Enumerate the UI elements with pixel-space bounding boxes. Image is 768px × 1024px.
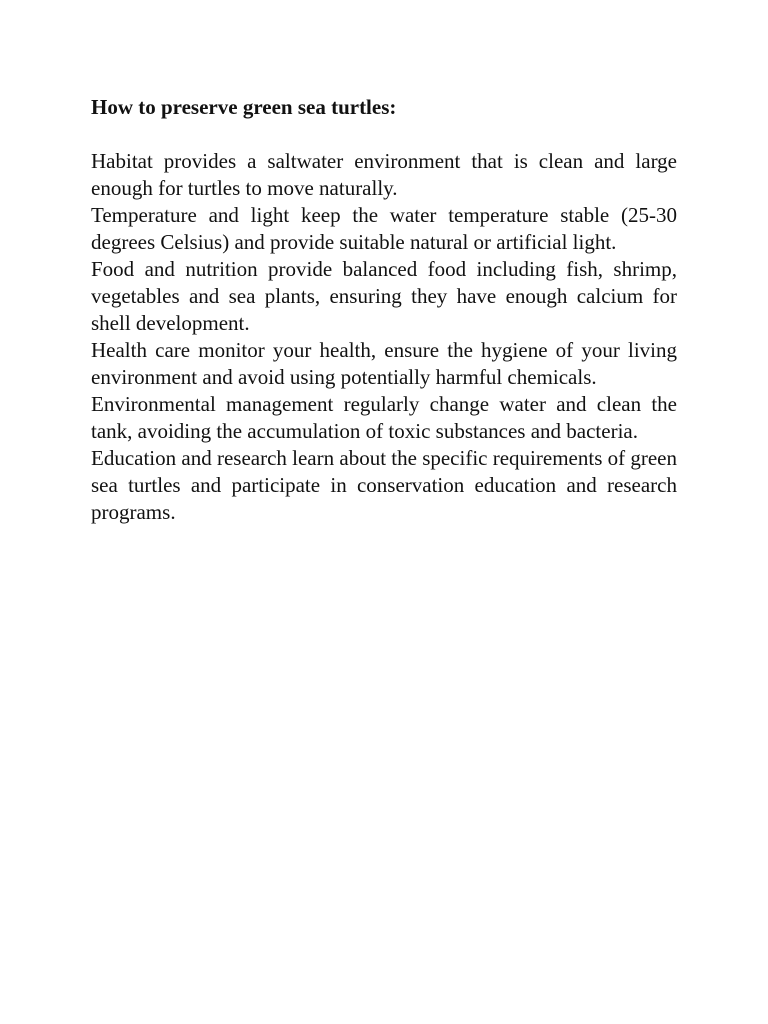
document-title: How to preserve green sea turtles: xyxy=(91,95,397,119)
paragraph-environmental-management: Environmental management regularly change water and clean the tank, avoiding the accumulation of toxic substances and bacteria. xyxy=(91,392,677,443)
paragraph-health-care: Health care monitor your health, ensure the hygiene of your living environment and avoid using potentially harmful chemicals. xyxy=(91,338,677,389)
paragraph-temperature-light: Temperature and light keep the water temperature stable (25-30 degrees Celsius) and provide suitable natural or artificial light. xyxy=(91,203,677,254)
paragraph-habitat: Habitat provides a saltwater environment that is clean and large enough for turtles to move naturally. xyxy=(91,149,677,200)
paragraph-education-research: Education and research learn about the specific requirements of green sea turtles and participate in conservation education and research programs. xyxy=(91,446,677,524)
paragraph-food-nutrition: Food and nutrition provide balanced food including fish, shrimp, vegetables and sea plants, ensuring they have enough calcium for shell development. xyxy=(91,257,677,335)
document-page xyxy=(91,94,677,526)
